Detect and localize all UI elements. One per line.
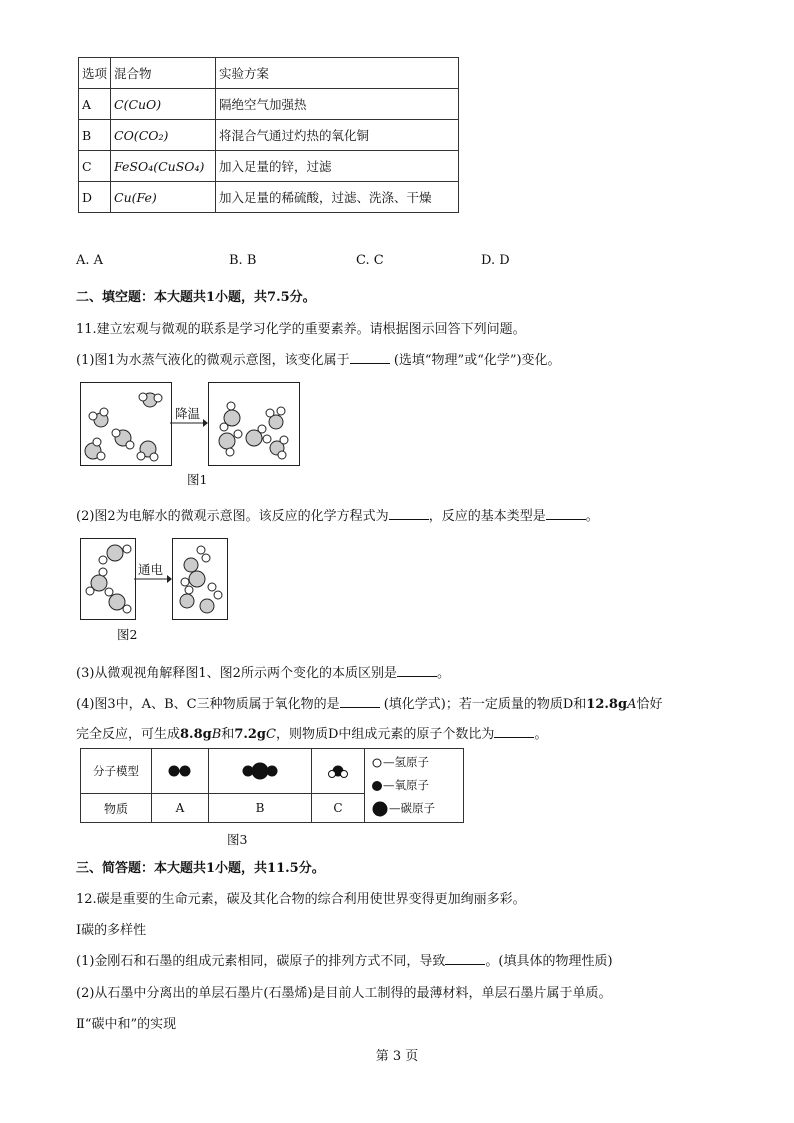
q11-stem: 11.建立宏观与微观的联系是学习化学的重要素养。请根据图示回答下列问题。 [76,322,526,337]
table-cell: A [79,89,111,120]
figure-2-caption: 图2 [117,627,138,642]
answer-blank[interactable] [445,952,485,965]
table-cell: 将混合气通过灼热的氧化铜 [216,120,459,151]
figure-3-caption: 图3 [227,832,248,847]
choice-b[interactable]: B. B [229,253,257,268]
table-header: 实验方案 [216,58,459,89]
table-row [79,89,459,120]
choice-a[interactable]: A. A [76,253,104,268]
q12-part2: (2)从石墨中分离出的单层石墨片(石墨烯)是目前人工制得的最薄材料，单层石墨片属于单质。 [76,986,612,1001]
fig1-arrow-label: 降温 [175,406,201,421]
molecule-c-cell [312,749,365,794]
molecule-a-icon [153,761,207,781]
atom-legend [365,749,464,823]
fig2-arrow-label: 通电 [138,562,164,577]
table-header-row [79,58,459,89]
section-3-heading: 三、简答题：本大题共1小题，共11.5分。 [76,861,325,876]
q11-part4-line2: 完全反应，可生成8.8gB和7.2gC，则物质D中组成元素的原子个数比为 。 [76,727,548,742]
arrow-icon [134,574,172,584]
substance-a: A [152,794,209,823]
answer-blank[interactable] [494,725,534,738]
water-vapor-molecules [81,383,171,465]
legend-hydrogen: —氢原子 [371,751,457,774]
q12-heading-2: Ⅱ“碳中和”的实现 [76,1017,177,1032]
figure-1-before [80,382,172,466]
table-row [81,749,464,794]
table-cell: 隔绝空气加强热 [216,89,459,120]
table-cell: Cu(Fe) [111,182,216,213]
q12-part1: (1)金刚石和石墨的组成元素相同，碳原子的排列方式不同，导致 。(填具体的物理性质) [76,954,613,969]
table-cell: B [79,120,111,151]
answer-blank[interactable] [340,695,380,708]
molecule-b-icon [210,759,310,783]
liquid-water-molecules [209,383,299,465]
table-cell: 加入足量的锌，过滤 [216,151,459,182]
table-cell: 加入足量的稀硫酸，过滤、洗涤、干燥 [216,182,459,213]
table-row [79,120,459,151]
answer-blank[interactable] [389,507,429,520]
table-header: 选项 [79,58,111,89]
options-table [78,57,459,213]
q11-part3: (3)从微观视角解释图1、图2所示两个变化的本质区别是 。 [76,666,450,681]
legend-oxygen: —氧原子 [371,774,457,797]
legend-carbon: —碳原子 [371,797,457,820]
q11-part1: (1)图1为水蒸气液化的微观示意图，该变化属于 (选填“物理”或“化学”)变化。 [76,353,561,368]
hydrogen-oxygen-molecules [173,539,227,619]
row-label-substance: 物质 [81,794,152,823]
answer-blank[interactable] [546,507,586,520]
figure-2-before [80,538,136,620]
substance-b: B [209,794,312,823]
table-cell: FeSO₄(CuSO₄) [111,151,216,182]
row-label-model: 分子模型 [81,749,152,794]
answer-blank[interactable] [397,664,437,677]
table-row [79,182,459,213]
table-cell: D [79,182,111,213]
figure-1-caption: 图1 [187,472,208,487]
choice-c[interactable]: C. C [356,253,384,268]
table-cell: C(CuO) [111,89,216,120]
section-2-heading: 二、填空题：本大题共1小题，共7.5分。 [76,290,316,305]
water-molecules [81,539,135,619]
q11-part2: (2)图2为电解水的微观示意图。该反应的化学方程式为 ，反应的基本类型是 。 [76,509,599,524]
figure-2-after [172,538,228,620]
table-header: 混合物 [111,58,216,89]
table-cell: CO(CO₂) [111,120,216,151]
q11-part4-line1: (4)图3中，A、B、C三种物质属于氧化物的是 (填化学式)；若一定质量的物质D和12.8gA恰好 [76,697,663,712]
figure-3-table [80,748,464,823]
hydrogen-atom-icon [371,757,383,769]
molecule-b-cell [209,749,312,794]
substance-c: C [312,794,365,823]
table-cell: C [79,151,111,182]
choice-d[interactable]: D. D [481,253,510,268]
page-number: 第 3 页 [375,1049,419,1064]
answer-blank[interactable] [350,351,390,364]
molecule-a-cell [152,749,209,794]
table-row [79,151,459,182]
arrow-icon [170,418,208,428]
figure-1-after [208,382,300,466]
molecule-c-icon [313,759,363,783]
q12-stem: 12.碳是重要的生命元素，碳及其化合物的综合利用使世界变得更加绚丽多彩。 [76,892,526,907]
carbon-atom-icon [371,801,389,817]
q12-heading-1: Ⅰ碳的多样性 [76,923,147,938]
oxygen-atom-icon [371,780,383,792]
